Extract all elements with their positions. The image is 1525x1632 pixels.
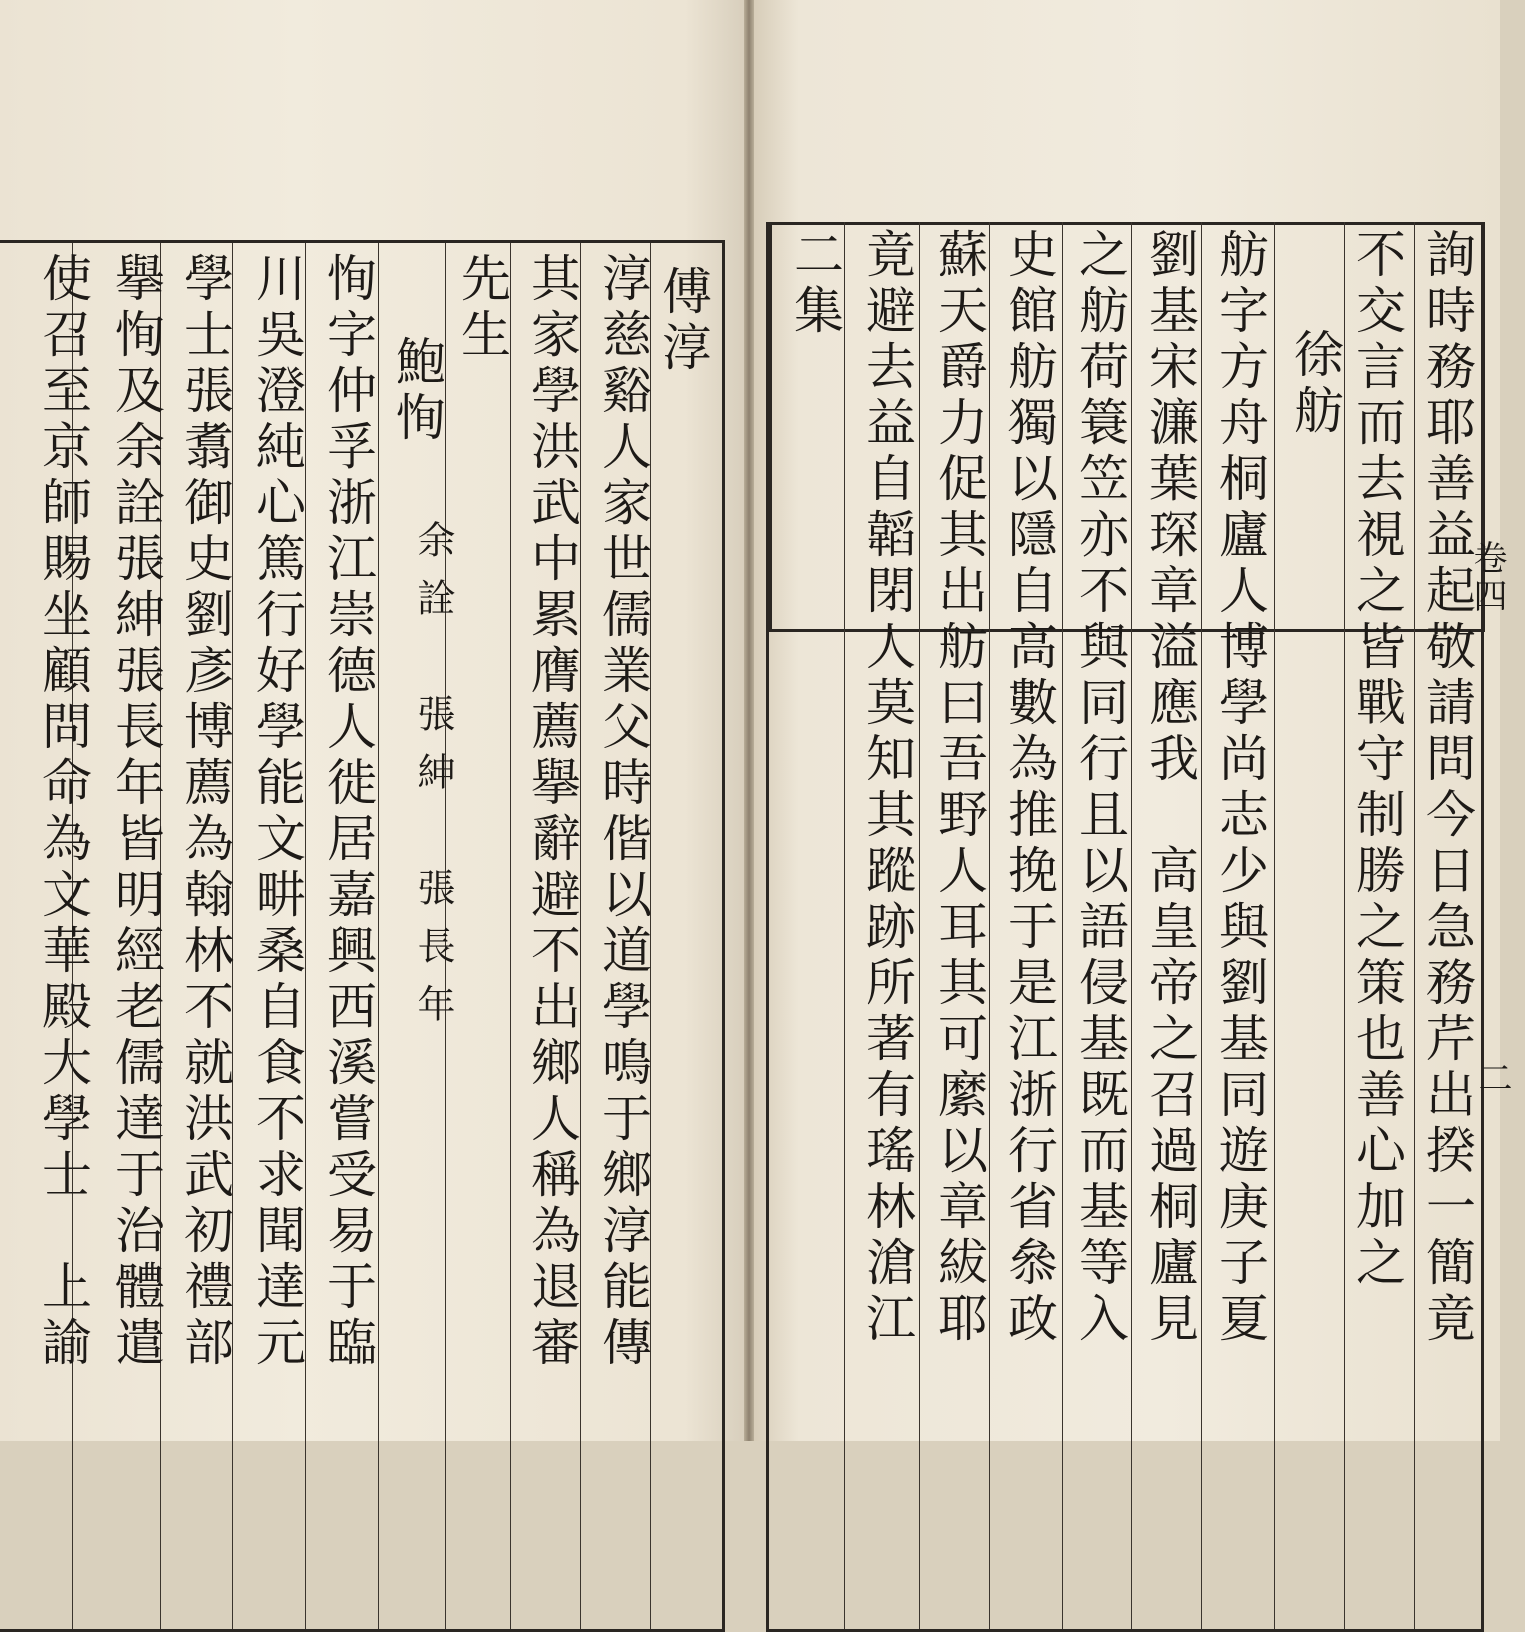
text-column: 其家學洪武中累膺薦擧辭避不出鄉人稱為退審	[523, 252, 581, 1372]
column-rule	[844, 222, 845, 1629]
text-column: 劉基宋濂葉琛章溢應我 高皇帝之召過桐廬見	[1141, 228, 1199, 1348]
text-column: 詢時務耶善益起敬請問今日急務芹出揆一簡竟	[1418, 228, 1476, 1348]
text-column: 之舫荷簑笠亦不與同行且以語侵基既而基等入	[1071, 228, 1129, 1348]
column-rule	[1274, 222, 1275, 1629]
column-rule	[510, 243, 511, 1629]
text-column: 先生	[453, 252, 511, 364]
page-number: 二	[1472, 1060, 1512, 1114]
text-column: 不交言而去視之皆戰守制勝之策也善心加之	[1348, 228, 1406, 1292]
volume-label: 卷四	[1467, 540, 1507, 616]
associated-names: 余詮 張紳 張長年	[411, 520, 455, 1042]
text-column: 蘇天爵力促其出舫曰吾野人耳其可縻以章紱耶	[930, 228, 988, 1348]
text-column: 學士張翥御史劉彥博薦為翰林不就洪武初禮部	[176, 252, 234, 1372]
text-column: 竟避去益自韜閉人莫知其蹤跡所著有瑤林滄江	[858, 228, 916, 1348]
text-column: 二集	[786, 228, 844, 340]
heading-bao-xun: 鮑恂	[388, 335, 446, 447]
column-rule	[1062, 222, 1063, 1629]
text-column: 川吳澄純心篤行好學能文畊桑自食不求聞達元	[248, 252, 306, 1372]
text-column: 淳慈谿人家世儒業父時偕以道學鳴于鄉淳能傳	[594, 252, 652, 1372]
left-page	[0, 0, 744, 1441]
book-gutter	[744, 0, 754, 1441]
text-column: 史館舫獨以隱自高數為推挽于是江浙行省叅政	[1000, 228, 1058, 1348]
heading-fu-chun: 傅淳	[654, 265, 712, 377]
text-column: 恂字仲孚浙江崇德人徙居嘉興西溪嘗受易于臨	[319, 252, 377, 1372]
text-column: 舫字方舟桐廬人博學尚志少與劉基同遊庚子夏	[1211, 228, 1269, 1348]
text-column: 使召至京師賜坐顧問命為文華殿大學士 上諭	[34, 252, 92, 1372]
text-column: 擧恂及余詮張紳張長年皆明經老儒達于治體遣	[107, 252, 165, 1372]
heading-xu-fang: 徐舫	[1286, 328, 1344, 440]
right-page	[754, 0, 1512, 1441]
